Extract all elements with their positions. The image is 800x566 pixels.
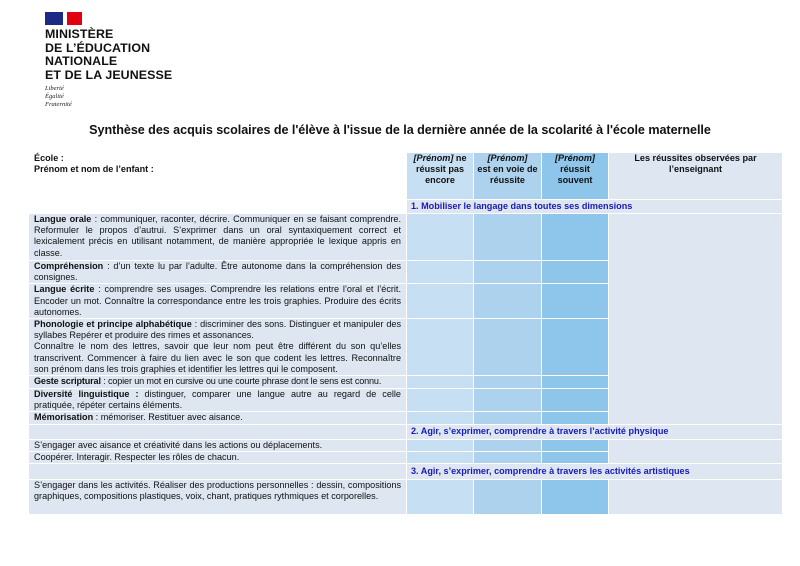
republic-motto: [45, 85, 172, 108]
skill-text: : communiquer, raconter, décrire. Communiquer en se faisant comprendre. Reformuler le propos d’autrui. S’exprimer dans un oral syntaxiquement correct et lexicalement précis en utilisant notamment, de manière appropriée le lexique appris en classe.: [34, 214, 401, 258]
check-not-yet[interactable]: [407, 214, 474, 261]
check-often[interactable]: [542, 376, 609, 389]
skill-text: : discriminer des sons. Distinguer et manipuler des syllabes Repérer et produire des rimes et assonances.: [34, 319, 401, 341]
firstname-placeholder: [Prénom]: [413, 153, 454, 163]
french-flag-icon: [45, 12, 82, 25]
skill-name: Compréhension: [34, 261, 104, 271]
motto-line: Égalité: [45, 92, 64, 100]
skill-description: S’engager dans les activités. Réaliser des productions personnelles : dessin, compositions graphiques, compositions plastiques, voix, chant, pratiques rythmiques et corporelles.: [29, 480, 407, 515]
check-often[interactable]: [542, 214, 609, 261]
table-row: [29, 480, 783, 515]
check-in-progress[interactable]: [474, 412, 542, 424]
check-not-yet[interactable]: [407, 439, 474, 451]
check-in-progress[interactable]: [474, 480, 542, 515]
check-not-yet[interactable]: [407, 480, 474, 515]
skill-name: Langue écrite: [34, 284, 95, 295]
check-not-yet[interactable]: [407, 376, 474, 389]
check-not-yet[interactable]: [407, 284, 474, 319]
skills-table: [28, 152, 783, 515]
ministry-logo: [45, 12, 172, 108]
firstname-placeholder: [Prénom]: [555, 153, 595, 163]
check-in-progress[interactable]: [474, 439, 542, 451]
column-header-observations: Les réussites observées par l’enseignant: [609, 153, 783, 200]
column-header-text: ne réussit pas encore: [415, 153, 467, 185]
check-not-yet[interactable]: [407, 319, 474, 376]
ministry-line: NATIONALE: [45, 54, 118, 69]
skill-text: : comprendre ses usages. Comprendre les relations entre l’oral et l’écrit. Encoder un mot. Connaître la correspondance entre les trois graphies. Produire des écrits autonomes.: [34, 284, 401, 317]
skill-name: Mémorisation: [34, 412, 94, 423]
check-often[interactable]: [542, 284, 609, 319]
skill-text: distinguer, comparer une langue autre au regard de celle pratiquée, répéter certains éléments.: [34, 389, 401, 411]
firstname-placeholder: [Prénom]: [487, 153, 528, 163]
check-often[interactable]: [542, 480, 609, 515]
skill-name: Geste scriptural: [34, 376, 101, 387]
skill-description: [29, 389, 407, 412]
check-in-progress[interactable]: [474, 389, 542, 412]
skill-text: : mémoriser. Restituer avec aisance.: [93, 412, 243, 423]
check-in-progress[interactable]: [474, 284, 542, 319]
column-header-text: est en voie de réussite: [477, 164, 538, 185]
table-header-row: [29, 153, 783, 200]
document-title: Synthèse des acquis scolaires de l'élève à l'issue de la dernière année de la scolarité à l'école maternelle: [89, 123, 711, 137]
section-row: [29, 200, 783, 214]
skill-description: [29, 412, 407, 424]
identity-cell[interactable]: [29, 153, 407, 200]
check-in-progress[interactable]: [474, 261, 542, 284]
observations-cell[interactable]: [609, 439, 783, 463]
check-in-progress[interactable]: [474, 376, 542, 389]
skill-description: S’engager avec aisance et créativité dans les actions ou déplacements.: [29, 439, 407, 451]
ministry-line: MINISTÈRE: [45, 27, 114, 41]
observations-cell[interactable]: [609, 214, 783, 425]
child-name-label: Prénom et nom de l’enfant :: [34, 164, 154, 175]
school-label: École :: [34, 153, 64, 163]
column-header-not-yet: [407, 153, 474, 200]
check-in-progress[interactable]: [474, 319, 542, 376]
section-spacer: [29, 464, 407, 480]
skill-description: [29, 261, 407, 284]
check-often[interactable]: [542, 319, 609, 376]
section-title: 3. Agir, s’exprimer, comprendre à travers les activités artistiques: [407, 464, 783, 480]
motto-line: Liberté: [45, 85, 64, 93]
observations-cell[interactable]: [609, 480, 783, 515]
table-row: [29, 439, 783, 451]
ministry-line: DE L’ÉDUCATION: [45, 40, 151, 55]
column-header-text: réussit souvent: [557, 164, 593, 185]
check-not-yet[interactable]: [407, 389, 474, 412]
table-row: [29, 214, 783, 261]
check-not-yet[interactable]: [407, 412, 474, 424]
skill-description: [29, 284, 407, 319]
skill-description: [29, 319, 407, 376]
check-often[interactable]: [542, 451, 609, 463]
section-row: [29, 464, 783, 480]
skill-description: [29, 376, 407, 389]
skill-description: Coopérer. Interagir. Respecter les rôles de chacun.: [29, 451, 407, 463]
section-spacer: [29, 424, 407, 439]
skill-text: : copier un mot en cursive ou une courte phrase dont le sens est connu.: [100, 376, 382, 387]
check-often[interactable]: [542, 439, 609, 451]
skill-text: Connaître le nom des lettres, savoir que leur nom peut être différent du son qu’elles transcrivent. Commencer à faire du lien avec le son que codent les lettres. Reconnaître son prénom dans les trois graphies et identifier les lettres qui le composent.: [34, 341, 401, 374]
check-not-yet[interactable]: [407, 261, 474, 284]
ministry-line: ET DE LA JEUNESSE: [45, 67, 173, 82]
column-header-often: [542, 153, 609, 200]
skill-name: Phonologie et principe alphabétique: [34, 319, 192, 330]
section-row: [29, 424, 783, 439]
ministry-name: [45, 28, 172, 82]
section-title: 1. Mobiliser le langage dans toutes ses dimensions: [407, 200, 783, 214]
skill-name: Langue orale: [34, 214, 92, 224]
skill-name: Diversité linguistique :: [34, 389, 139, 400]
check-often[interactable]: [542, 261, 609, 284]
check-often[interactable]: [542, 412, 609, 424]
check-in-progress[interactable]: [474, 214, 542, 261]
section-title: 2. Agir, s’exprimer, comprendre à travers l’activité physique: [407, 424, 783, 439]
skill-text: : d’un texte lu par l’adulte. Être autonome dans la compréhension des consignes.: [34, 261, 401, 283]
section-spacer: [29, 200, 407, 214]
check-often[interactable]: [542, 389, 609, 412]
check-in-progress[interactable]: [474, 451, 542, 463]
check-not-yet[interactable]: [407, 451, 474, 463]
motto-line: Fraternité: [45, 100, 72, 108]
skill-description: [29, 214, 407, 261]
column-header-in-progress: [474, 153, 542, 200]
